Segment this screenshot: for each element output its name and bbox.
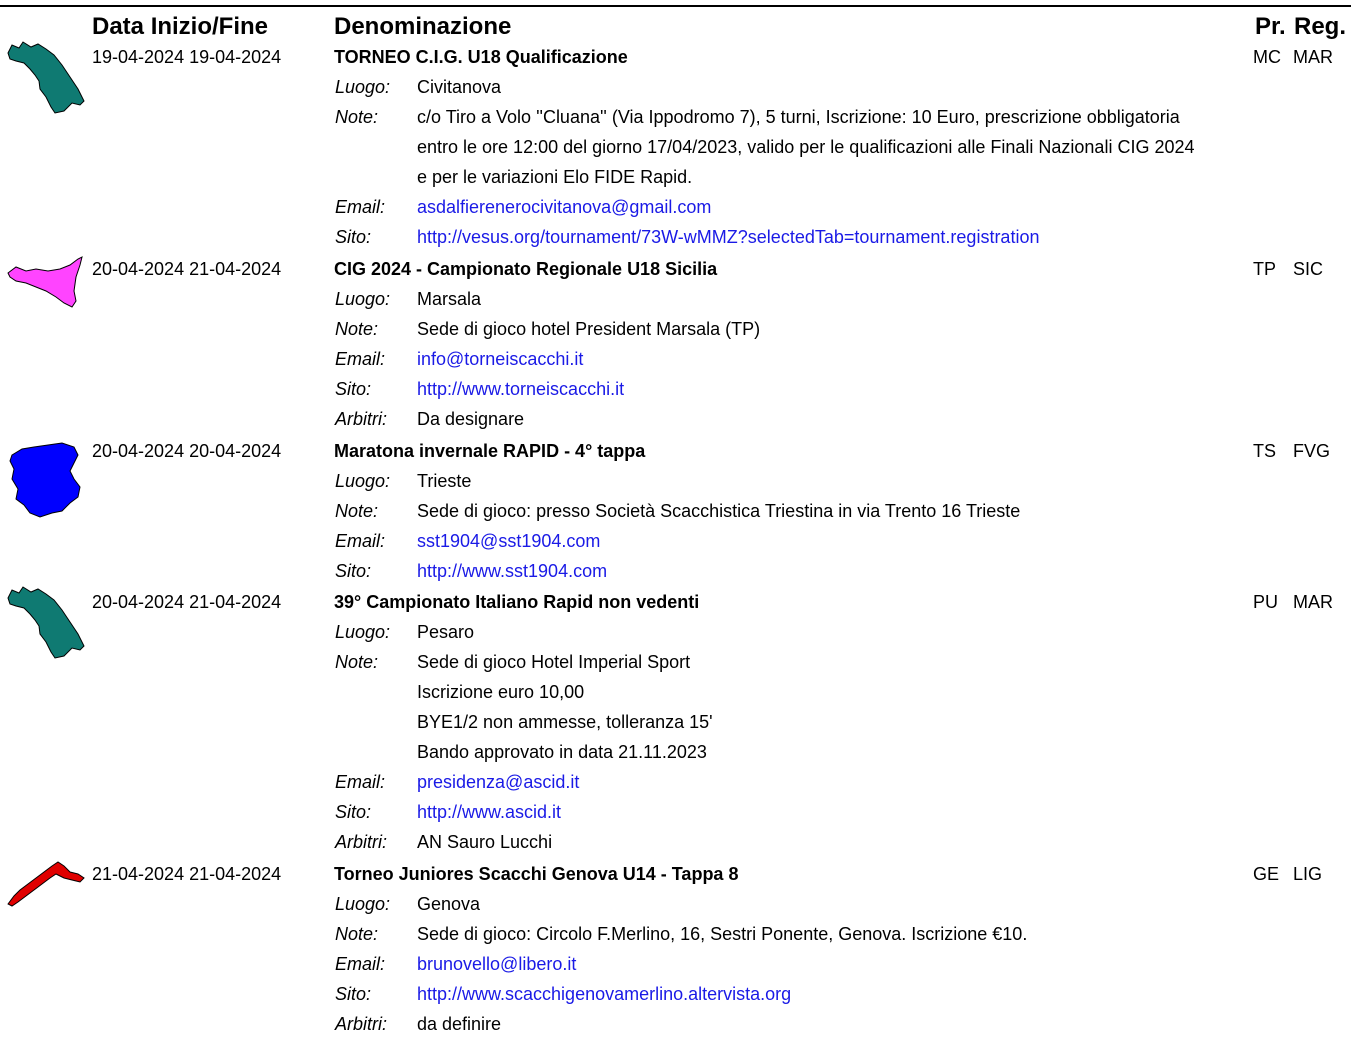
event-dates: 19-04-2024 19-04-2024 bbox=[92, 47, 282, 67]
email-label: Email: bbox=[335, 531, 386, 551]
event-site-link[interactable]: http://www.torneiscacchi.it bbox=[417, 379, 625, 399]
event-dates: 20-04-2024 21-04-2024 bbox=[92, 259, 282, 279]
top-rule bbox=[0, 0, 1351, 8]
site-label: Sito: bbox=[335, 379, 372, 399]
event-notes bbox=[417, 102, 1342, 192]
event-title: Torneo Juniores Scacchi Genova U14 - Tappa 8 bbox=[334, 864, 739, 884]
event-site-link[interactable]: http://www.sst1904.com bbox=[417, 561, 608, 581]
email-label: Email: bbox=[335, 197, 386, 217]
column-header-region: Reg. bbox=[1294, 13, 1347, 40]
note-line: e per le variazioni Elo FIDE Rapid. bbox=[417, 167, 693, 187]
event-dates: 21-04-2024 21-04-2024 bbox=[92, 864, 282, 884]
event-location: Pesaro bbox=[417, 622, 475, 642]
luogo-label: Luogo: bbox=[335, 471, 391, 491]
email-label: Email: bbox=[335, 954, 386, 974]
note-line: c/o Tiro a Volo ''Cluana'' (Via Ippodromo 7), 5 turni, Iscrizione: 10 Euro, prescrizione obbligatoria bbox=[417, 107, 1180, 127]
email-label: Email: bbox=[335, 772, 386, 792]
event-email-link[interactable]: brunovello@libero.it bbox=[417, 954, 577, 974]
event-arbiters: AN Sauro Lucchi bbox=[417, 832, 553, 852]
note-label: Note: bbox=[335, 319, 379, 339]
column-header-province: Pr. bbox=[1255, 13, 1286, 40]
event-notes bbox=[417, 314, 1342, 344]
luogo-label: Luogo: bbox=[335, 289, 391, 309]
event-title: CIG 2024 - Campionato Regionale U18 Sicilia bbox=[334, 259, 718, 279]
note-line: Iscrizione euro 10,00 bbox=[417, 682, 585, 702]
event-arbiters: Da designare bbox=[417, 409, 525, 429]
note-line: Sede di gioco: presso Società Scacchistica Triestina in via Trento 16 Trieste bbox=[417, 501, 1021, 521]
arbiters-label: Arbitri: bbox=[335, 409, 388, 429]
event-location: Trieste bbox=[417, 471, 472, 491]
table-header bbox=[0, 13, 1351, 43]
event-site-link[interactable]: http://www.ascid.it bbox=[417, 802, 562, 822]
note-line: entro le ore 12:00 del giorno 17/04/2023, valido per le qualificazioni alle Finali Nazionali CIG 2024 bbox=[417, 137, 1195, 157]
event-title: TORNEO C.I.G. U18 Qualificazione bbox=[334, 47, 628, 67]
divider bbox=[0, 5, 1351, 7]
event-dates: 20-04-2024 20-04-2024 bbox=[92, 441, 282, 461]
event-arbiters: da definire bbox=[417, 1014, 502, 1034]
event-email-link[interactable]: info@torneiscacchi.it bbox=[417, 349, 584, 369]
event-region: SIC bbox=[1293, 259, 1324, 279]
event-province: PU bbox=[1253, 592, 1279, 612]
note-line: Sede di gioco: Circolo F.Merlino, 16, Sestri Ponente, Genova. Iscrizione €10. bbox=[417, 924, 1028, 944]
note-label: Note: bbox=[335, 924, 379, 944]
event-title: Maratona invernale RAPID - 4° tappa bbox=[334, 441, 646, 461]
note-label: Note: bbox=[335, 107, 379, 127]
event-region: FVG bbox=[1293, 441, 1331, 461]
luogo-label: Luogo: bbox=[335, 77, 391, 97]
event-province: MC bbox=[1253, 47, 1281, 67]
sicilia-region-icon bbox=[6, 255, 86, 315]
event-location: Marsala bbox=[417, 289, 482, 309]
event-region: LIG bbox=[1293, 864, 1323, 884]
fvg-region-icon bbox=[8, 441, 84, 521]
marche-region-icon bbox=[6, 39, 86, 115]
event-province: TS bbox=[1253, 441, 1277, 461]
event-site-link[interactable]: http://vesus.org/tournament/73W-wMMZ?selectedTab=tournament.registration bbox=[417, 227, 1040, 247]
column-header-dates: Data Inizio/Fine bbox=[92, 13, 269, 40]
note-line: BYE1/2 non ammesse, tolleranza 15' bbox=[417, 712, 713, 732]
event-notes bbox=[417, 647, 1342, 767]
event-province: GE bbox=[1253, 864, 1280, 884]
note-line: Bando approvato in data 21.11.2023 bbox=[417, 742, 707, 762]
event-email-link[interactable]: asdalfierenerocivitanova@gmail.com bbox=[417, 197, 712, 217]
site-label: Sito: bbox=[335, 802, 372, 822]
event-email-link[interactable]: sst1904@sst1904.com bbox=[417, 531, 601, 551]
luogo-label: Luogo: bbox=[335, 622, 391, 642]
note-line: Sede di gioco Hotel Imperial Sport bbox=[417, 652, 691, 672]
event-location: Civitanova bbox=[417, 77, 502, 97]
event-region: MAR bbox=[1293, 47, 1333, 67]
arbiters-label: Arbitri: bbox=[335, 832, 388, 852]
site-label: Sito: bbox=[335, 227, 372, 247]
note-label: Note: bbox=[335, 501, 379, 521]
note-label: Note: bbox=[335, 652, 379, 672]
event-email-link[interactable]: presidenza@ascid.it bbox=[417, 772, 580, 792]
note-line: Sede di gioco hotel President Marsala (TP) bbox=[417, 319, 761, 339]
email-label: Email: bbox=[335, 349, 386, 369]
column-header-name: Denominazione bbox=[334, 13, 512, 40]
event-location: Genova bbox=[417, 894, 481, 914]
event-province: TP bbox=[1253, 259, 1277, 279]
event-notes bbox=[417, 496, 1342, 526]
site-label: Sito: bbox=[335, 984, 372, 1004]
site-label: Sito: bbox=[335, 561, 372, 581]
arbiters-label: Arbitri: bbox=[335, 1014, 388, 1034]
event-site-link[interactable]: http://www.scacchigenovamerlino.altervista.org bbox=[417, 984, 792, 1004]
liguria-region-icon bbox=[6, 860, 86, 910]
event-region: MAR bbox=[1293, 592, 1333, 612]
luogo-label: Luogo: bbox=[335, 894, 391, 914]
event-notes bbox=[417, 919, 1342, 949]
event-title: 39° Campionato Italiano Rapid non vedenti bbox=[334, 592, 700, 612]
marche-region-icon bbox=[6, 584, 86, 660]
event-dates: 20-04-2024 21-04-2024 bbox=[92, 592, 282, 612]
